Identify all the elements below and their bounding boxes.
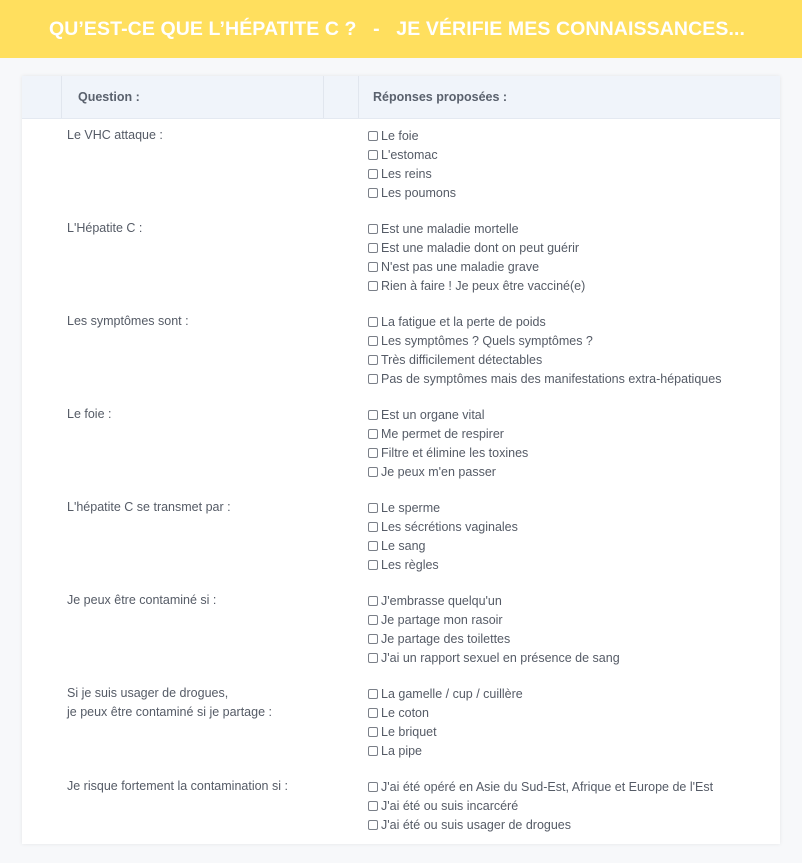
quiz-card [22,76,780,844]
answer-list [368,126,456,202]
answer-label: Je peux m'en passer [381,464,496,479]
answer-label: Le sperme [381,500,441,515]
answer-label: Le coton [381,705,429,720]
answer-option[interactable] [368,555,518,574]
answer-checkbox[interactable] [368,188,378,198]
question-text: Je peux être contaminé si : [67,593,217,607]
answer-label: Me permet de respirer [381,426,504,441]
answer-option[interactable] [368,257,585,276]
answer-label: Filtre et élimine les toxines [381,445,529,460]
answer-option[interactable] [368,145,456,164]
answer-label: L'estomac [381,147,438,162]
question-text: Je risque fortement la contamination si : [67,779,288,793]
answer-option[interactable] [368,796,713,815]
answer-checkbox[interactable] [368,467,378,477]
answer-option[interactable] [368,610,620,629]
answer-option[interactable] [368,498,518,517]
table-header [22,76,780,119]
answer-checkbox[interactable] [368,801,378,811]
answer-checkbox[interactable] [368,131,378,141]
answer-checkbox[interactable] [368,169,378,179]
answer-checkbox[interactable] [368,596,378,606]
answer-list [368,312,721,388]
question-text: Si je suis usager de drogues, je peux être contaminé si je partage : [67,686,272,719]
answer-list [368,498,518,574]
answer-option[interactable] [368,536,518,555]
answer-label: Le foie [381,128,419,143]
header-divider [323,76,324,118]
question-text: L'hépatite C se transmet par : [67,500,231,514]
header-divider [61,76,62,118]
header-banner [0,0,802,58]
answer-label: Le briquet [381,724,437,739]
answer-checkbox[interactable] [368,262,378,272]
answer-checkbox[interactable] [368,336,378,346]
answer-option[interactable] [368,405,528,424]
column-header-question: Question : [78,90,140,104]
answer-list [368,591,620,667]
answer-option[interactable] [368,219,585,238]
answer-label: Est une maladie dont on peut guérir [381,240,580,255]
answer-checkbox[interactable] [368,503,378,513]
answer-checkbox[interactable] [368,782,378,792]
question-text: Le VHC attaque : [67,128,163,142]
answer-checkbox[interactable] [368,355,378,365]
answer-checkbox[interactable] [368,727,378,737]
answer-label: Est un organe vital [381,407,485,422]
answer-list [368,777,713,834]
column-header-answers: Réponses proposées : [373,90,508,104]
answer-label: J'embrasse quelqu'un [381,593,502,608]
answer-label: La gamelle / cup / cuillère [381,686,523,701]
answer-label: Je partage mon rasoir [381,612,503,627]
answer-option[interactable] [368,424,528,443]
answer-list [368,684,523,760]
answer-checkbox[interactable] [368,560,378,570]
answer-label: Les reins [381,166,432,181]
header-divider [358,76,359,118]
answer-checkbox[interactable] [368,746,378,756]
answer-label: Rien à faire ! Je peux être vacciné(e) [381,278,586,293]
answer-checkbox[interactable] [368,448,378,458]
answer-checkbox[interactable] [368,243,378,253]
answer-checkbox[interactable] [368,224,378,234]
answer-option[interactable] [368,741,523,760]
answer-checkbox[interactable] [368,150,378,160]
answer-checkbox[interactable] [368,615,378,625]
answer-label: Je partage des toilettes [381,631,511,646]
answer-label: Les règles [381,557,439,572]
answer-option[interactable] [368,331,721,350]
answer-label: J'ai été ou suis usager de drogues [381,817,572,832]
answer-option[interactable] [368,443,528,462]
answer-option[interactable] [368,648,620,667]
answer-option[interactable] [368,126,456,145]
answer-checkbox[interactable] [368,541,378,551]
question-text: Le foie : [67,407,112,421]
answer-label: N'est pas une maladie grave [381,259,540,274]
answer-label: J'ai un rapport sexuel en présence de sang [381,650,620,665]
answer-checkbox[interactable] [368,708,378,718]
answer-checkbox[interactable] [368,689,378,699]
question-text: Les symptômes sont : [67,314,189,328]
answer-option[interactable] [368,238,585,257]
question-text: L'Hépatite C : [67,221,143,235]
answer-label: Très difficilement détectables [381,352,543,367]
answer-option[interactable] [368,462,528,481]
answer-label: Est une maladie mortelle [381,221,519,236]
answer-label: Les sécrétions vaginales [381,519,518,534]
answer-checkbox[interactable] [368,820,378,830]
answer-option[interactable] [368,591,620,610]
answer-checkbox[interactable] [368,281,378,291]
answer-label: La fatigue et la perte de poids [381,314,546,329]
answer-list [368,405,528,481]
answer-option[interactable] [368,777,713,796]
answer-label: J'ai été ou suis incarcéré [381,798,519,813]
answer-option[interactable] [368,312,721,331]
answer-option[interactable] [368,815,713,834]
answer-checkbox[interactable] [368,653,378,663]
answer-list [368,219,585,295]
answer-option[interactable] [368,369,721,388]
answer-checkbox[interactable] [368,410,378,420]
answer-label: J'ai été opéré en Asie du Sud-Est, Afrique et Europe de l'Est [381,779,714,794]
answer-checkbox[interactable] [368,429,378,439]
answer-option[interactable] [368,517,518,536]
answer-option[interactable] [368,722,523,741]
answer-checkbox[interactable] [368,317,378,327]
answer-option[interactable] [368,629,620,648]
answer-label: La pipe [381,743,423,758]
answer-label: Les poumons [381,185,457,200]
answer-checkbox[interactable] [368,522,378,532]
answer-checkbox[interactable] [368,374,378,384]
answer-label: Les symptômes ? Quels symptômes ? [381,333,593,348]
answer-option[interactable] [368,350,721,369]
page-title: QU’EST-CE QUE L’HÉPATITE C ? - JE VÉRIFIE MES CONNAISSANCES... [48,17,746,40]
answer-checkbox[interactable] [368,634,378,644]
answer-label: Pas de symptômes mais des manifestations extra-hépatiques [381,371,722,386]
answer-option[interactable] [368,684,523,703]
answer-option[interactable] [368,164,456,183]
answer-option[interactable] [368,183,456,202]
answer-option[interactable] [368,276,585,295]
answer-label: Le sang [381,538,426,553]
answer-option[interactable] [368,703,523,722]
